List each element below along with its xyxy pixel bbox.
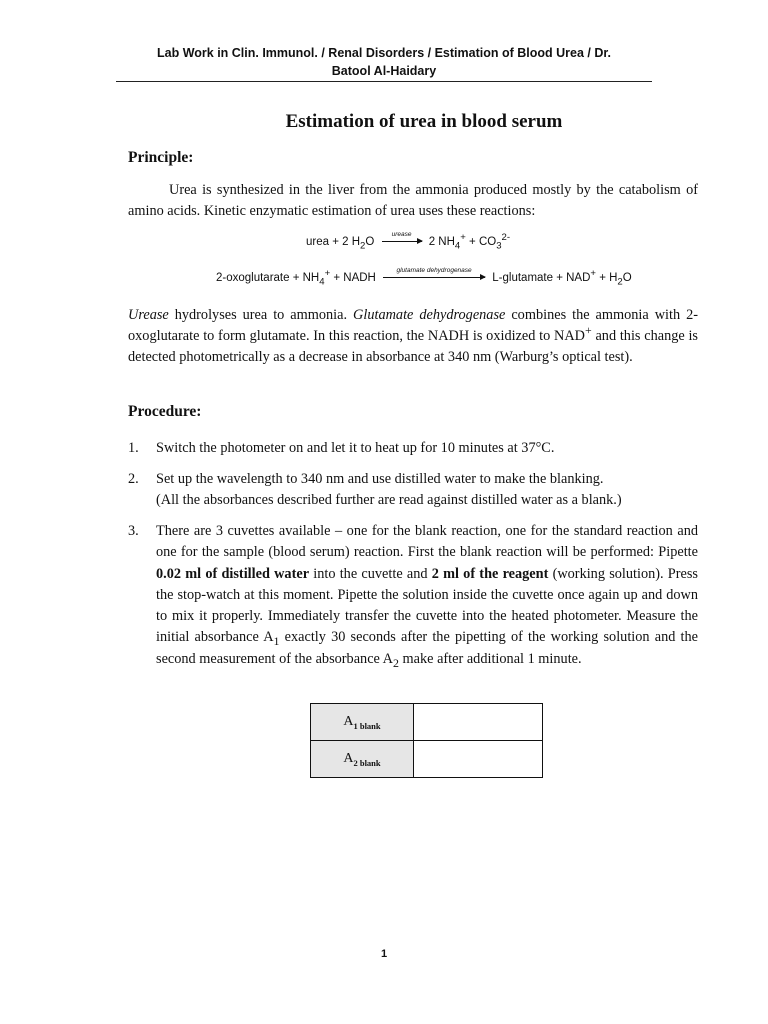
absorbance-table (310, 703, 543, 778)
reaction-urease: urea + 2 $H_2O$ urease 2 $NH_4^+ + CO_3^{2-}$ (306, 231, 511, 252)
label-a2-blank: $A_{2 blank}$ (311, 741, 414, 778)
value-a2-blank (414, 741, 543, 778)
procedure-step-3: 3. There are 3 cuvettes available – one for the blank reaction, one for the standard reaction and one for the sample (blood serum) reaction. First the blank reaction will be performed: Pipette 0.02 ml of distilled water into the cuvette and 2 ml of the reagent (working solution). Press the stop-watch at this moment. Pipette the solution inside the cuvette once again up and down to mix it properly. Immediately transfer the cuvette into the heated photometer. Measure the initial absorbance $A_1$ exactly 30 seconds after the pipetting of the working solution and the second measurement of the absorbance $A_2$ make after additional 1 minute. (128, 523, 699, 670)
table-row (311, 741, 543, 778)
header-rule (116, 81, 652, 82)
running-header (116, 44, 652, 80)
value-a1-blank (414, 704, 543, 741)
header-line-2: Batool Al-Haidary (331, 64, 437, 78)
principle-heading: Principle: (128, 149, 194, 166)
header-line-1: Lab Work in Clin. Immunol. / Renal Disorders / Estimation of Blood Urea / Dr. (157, 46, 611, 60)
principle-explanation: Urease hydrolyses urea to ammonia. Glutamate dehydrogenase combines the ammonia with 2-oxoglutarate to form glutamate. In this reaction, the NADH is oxidized to NAD+ and this change is detected photometrically as a decrease in absorbance at 340 nm (Warburg’s optical test). (128, 307, 698, 365)
procedure-heading: Procedure: (128, 403, 202, 420)
procedure-step-2: 2. Set up the wavelength to 340 nm and use distilled water to make the blanking. (All the absorbances described further are read against distilled water as a blank.) (128, 471, 622, 509)
enzyme-label-urease: urease (391, 231, 412, 239)
reaction-glutamate-dehydrogenase: 2-oxoglutarate + $NH_4^+$ + NADH glutamate dehydrogenase L-glutamate + $NAD^+ + H_2O$ (216, 267, 632, 288)
reaction-arrow-urease (382, 231, 422, 242)
page-number: 1 (380, 948, 388, 960)
procedure-step-1: 1. Switch the photometer on and let it to heat up for 10 minutes at 37°C. (128, 440, 555, 456)
document-title: Estimation of urea in blood serum (285, 111, 563, 132)
enzyme-label-gdh: glutamate dehydrogenase (396, 267, 472, 275)
principle-intro: Urea is synthesized in the liver from the ammonia produced mostly by the catabolism of amino acids. Kinetic enzymatic estimation of urea uses these reactions: (128, 182, 698, 219)
table-row (311, 704, 543, 741)
reaction-arrow-gdh (383, 267, 485, 278)
label-a1-blank: $A_{1 blank}$ (311, 704, 414, 741)
